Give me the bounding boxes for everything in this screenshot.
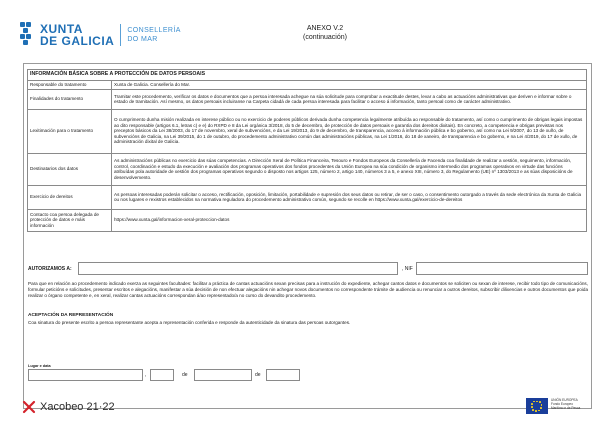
row-text: As administracións públicas no exercicio das súas competencias. A Dirección Xeral de Política Financeira, Tesouro e Fondos Europeos da Consellería de Facenda coa finalidade de realizar a xestión, seguimento, información, control, coordinación e estudo da execución e avaliación dos programas operativos dos fondos procedentes da Unión Europea na súa condición de organismo intermedio dos programas operativos en virtude das funcións atribuídas pola autoridade de xestión dos programas operativos segundo o disposto nos artigos 125, número 2, artigo 140, números 3 a 5, e anexo XIII, número 3, do Regulamento (UE) nº 1303/2013 e as súas disposicións de desenvolvemento.	[112, 153, 587, 185]
row-text: As persoas interesadas poderán solicitar o acceso, rectificación, oposición, limitación, portabilidade e supresión dos seus datos ou retirar, de ser o caso, o consentimento outorgado a través da sede electrónica da Xunta de Galicia ou nos lugares e rexistros establecidos na normativa reguladora do procedemento administrativo común, segundo se recolle en https://www.xunta.gal/exercicio-de-dereitos	[112, 185, 587, 209]
powers-paragraph: Para que en relación ao procedemento indicado exerza as seguintes facultades: facilitar a práctica de cantas actuacións sexan precisas para a instrución do expediente, achegar cantos datos e documentos se soliciten ou sexan de interese, recibir todo tipo de comunicacións, formular peticións e solicitudes, presentar escritos e alegacións, manifestar a súa decisión de non efectuar alegacións nin achegar novos documentos no correspondente trámite de audiencia ou renunciar a outros dereitos, subscribir dilixencias e outros documentos que poida realizar o órgano competente e, en xeral, realizar cantas actuacións correspondan á/ao representado/a no curso do devandito procedemento.	[28, 281, 589, 298]
department-name: CONSELLERÍA DO MAR	[127, 27, 181, 43]
row-label: Finalidades do tratamento	[28, 89, 112, 109]
table-row	[28, 153, 587, 185]
row-label: Responsable do tratamento	[28, 80, 112, 89]
row-label: Lexitimación para o tratamento	[28, 109, 112, 153]
data-protection-table	[27, 69, 587, 232]
month-field[interactable]	[194, 369, 252, 381]
table-row	[28, 109, 587, 153]
annex-number: ANEXO V.2	[306, 25, 344, 32]
row-text: O cumprimento dunha misión realizada en interese público ou no exercicio de poderes públicos derivada dunha competencia legalmente atribuída ao responsable do tratamento, así como o cumprimento de obrigas legais impostas ao dito responsable (artigos 6.1, letras c) e e) do RXPD e 8 da Lei orgánica 3/2018, do 5 de decembro, de protección de datos persoais e garantía dos dereitos dixitais). En concreto, a competencia e obrigas previstas nos preceptos básicos da Lei 38/2003, do 17 de novembro, xeral de subvencións, e da Lei 19/2013, do 9 de decembro, de transparencia, acceso á información pública e bo goberno, así como na Lei 9/2007, do 13 de xuño, de subvencións de Galicia, na Lei 39/2015, do 1 de outubro, do procedemento administrativo común das administracións públicas, na Lei 1/2016, do 18 de xaneiro, de transparencia e bo goberno, e na Lei 4/2019, do 17 de xullo, de administración dixital de Galicia.	[112, 109, 587, 153]
table-title: INFORMACIÓN BÁSICA SOBRE A PROTECCIÓN DE DATOS PERSOAIS	[28, 70, 587, 81]
authorize-label: AUTORIZAMOS A:	[28, 266, 72, 272]
authorization-row	[28, 262, 588, 276]
eu-flag-icon	[526, 398, 548, 414]
table-row	[28, 185, 587, 209]
xunta-logo	[20, 22, 181, 48]
eu-fund-text: UNIÓN EUROPEA Fondo Europeo Marítimo e de Pesca	[551, 398, 581, 410]
row-label: Contacto coa persoa delegada de protección de datos e máis información	[28, 209, 112, 231]
row-label: Exercicio de dereitos	[28, 185, 112, 209]
row-label: Destinatarios dos datos	[28, 153, 112, 185]
place-date-row	[28, 369, 308, 381]
xacobeo-logo	[22, 400, 115, 414]
de-label: de	[182, 372, 188, 378]
annex-title	[270, 24, 380, 42]
comma-separator: ,	[145, 372, 147, 378]
table-row	[28, 89, 587, 109]
day-field[interactable]	[150, 369, 174, 381]
row-text: Xunta de Galicia. Consellería do Mar.	[112, 80, 587, 89]
document-header	[20, 22, 600, 54]
acceptance-title: ACEPTACIÓN DA REPRESENTACIÓN	[28, 313, 114, 318]
representative-name-field[interactable]	[78, 262, 398, 275]
logo-divider	[120, 24, 121, 46]
de-label: de	[255, 372, 261, 378]
acceptance-text: Coa sinatura do presente escrito a persoa representante acepta a representación conferida e responde da autenticidade da sinatura das persoas outorgantes.	[28, 320, 351, 325]
row-text: https://www.xunta.gal/informacion-xeral-proteccion-datos	[112, 209, 587, 231]
annex-subtitle: (continuación)	[303, 34, 347, 41]
xacobeo-star-icon	[22, 400, 36, 414]
row-text: Tramitar este procedemento, verificar os datos e documentos que a persoa interesada achegue na súa solicitude para comprobar a exactitude destes, levar a cabo as actuacións administrativas que deriven e informar sobre o estado de tramitación. Así mesmo, os datos persoais incluiranse na Carpeta cidadá de cada persoa interesada para facilitar o acceso á información, tanto persoal como de carácter administrativo.	[112, 89, 587, 109]
table-row	[28, 209, 587, 231]
table-row	[28, 80, 587, 89]
place-date-label: Lugar e data	[28, 364, 51, 368]
eu-funding-logo	[526, 398, 580, 414]
nif-field[interactable]	[416, 262, 588, 275]
xunta-emblem-icon	[20, 22, 36, 48]
place-field[interactable]	[28, 369, 143, 381]
xacobeo-text: Xacobeo 21·22	[40, 401, 115, 413]
year-field[interactable]	[266, 369, 300, 381]
nif-label: , NIF	[402, 266, 413, 272]
xunta-logo-text: XUNTA DE GALICIA	[40, 22, 115, 48]
